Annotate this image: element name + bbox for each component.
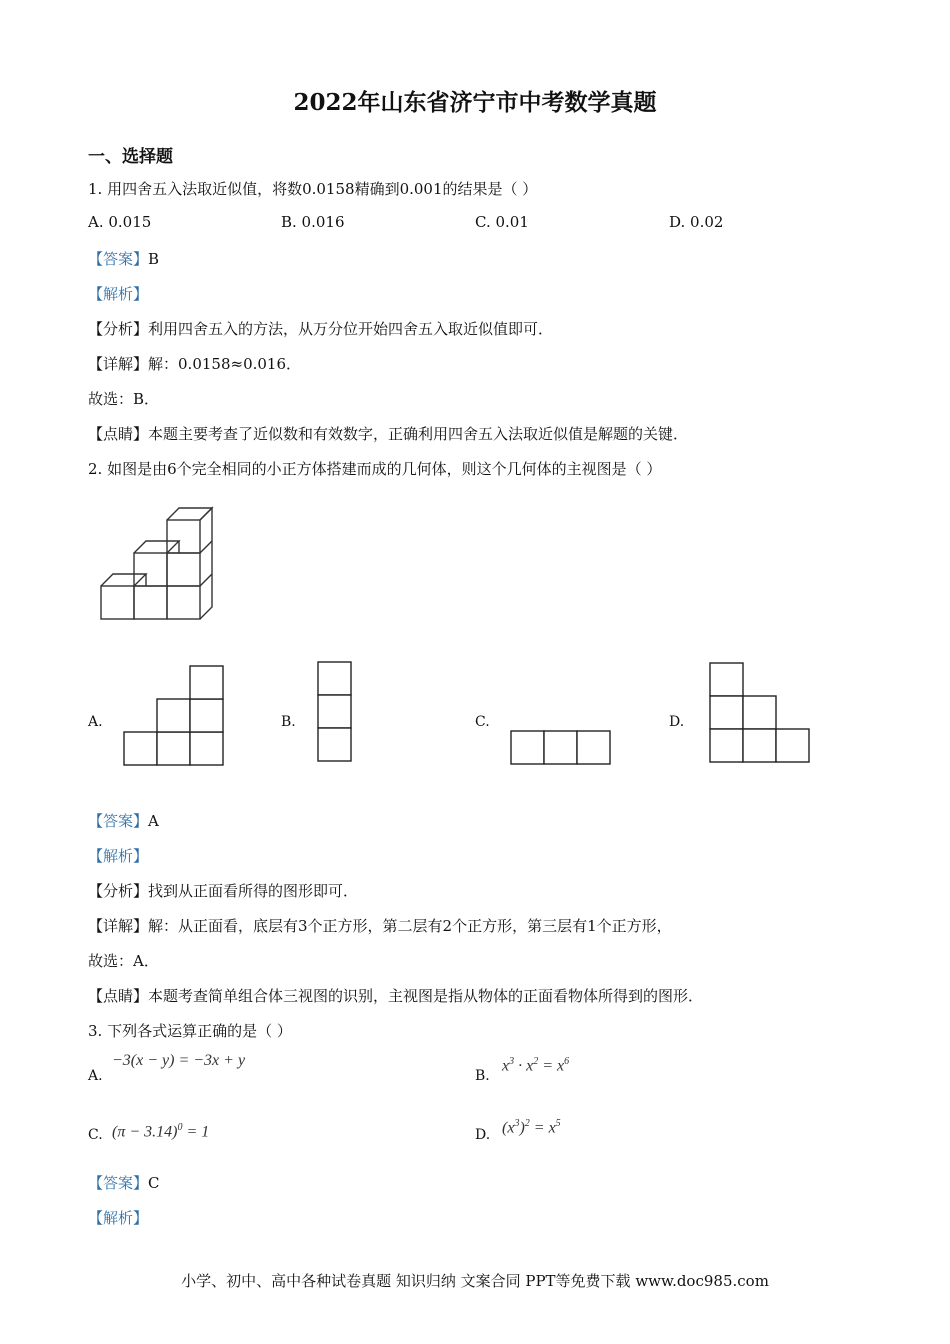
q2-option-b-figure <box>316 661 354 764</box>
q3-option-a-label: A. <box>88 1068 103 1084</box>
q3-option-c-formula: $(\pi - 3.14)^0 = 1$ <box>112 1122 210 1141</box>
q1-option-a: A. 0.015 <box>88 213 152 231</box>
q2-option-b-label: B. <box>281 714 296 730</box>
q1-conclusion: 故选：B． <box>88 390 160 408</box>
q1-option-c: C. 0.01 <box>475 213 529 231</box>
q2-option-d-label: D. <box>669 714 685 730</box>
q2-option-d-figure <box>708 662 811 765</box>
q3-answer: 【答案】C <box>88 1174 160 1192</box>
q2-stem: 2. 如图是由6个完全相同的小正方体搭建而成的几何体，则这个几何体的主视图是（ ） <box>88 460 662 478</box>
q2-analysis-tag: 【解析】 <box>88 847 149 865</box>
q2-solid-figure <box>95 498 225 624</box>
q1-xiangjie: 【详解】解：0.0158≈0.016． <box>88 355 302 373</box>
q2-option-a-figure <box>122 665 225 768</box>
q1-option-b: B. 0.016 <box>281 213 345 231</box>
q2-option-a-label: A. <box>88 714 103 730</box>
q2-option-c-figure <box>509 729 612 767</box>
q1-stem: 1. 用四舍五入法取近似值，将数0.0158精确到0.001的结果是（ ） <box>88 180 538 198</box>
section-heading: 一、选择题 <box>88 147 173 167</box>
q2-dianjing: 【点睛】本题考查简单组合体三视图的识别，主视图是指从物体的正面看物体所得到的图形． <box>88 987 704 1005</box>
q3-stem: 3. 下列各式运算正确的是（ ） <box>88 1022 292 1040</box>
q3-option-d-formula: $(x^3)^2 = x^5$ <box>502 1118 561 1137</box>
q3-option-d-label: D. <box>475 1127 491 1143</box>
q1-analysis-tag: 【解析】 <box>88 285 149 303</box>
q3-analysis-tag: 【解析】 <box>88 1209 149 1227</box>
q3-option-a-formula: −3(x − y) = −3x + y <box>112 1052 246 1069</box>
page-footer: 小学、初中、高中各种试卷真题 知识归纳 文案合同 PPT等免费下载 www.doc985.com <box>181 1272 769 1290</box>
q1-answer: 【答案】B <box>88 250 160 268</box>
q1-dianjing: 【点睛】本题主要考查了近似数和有效数字，正确利用四舍五入法取近似值是解题的关键． <box>88 425 689 443</box>
q3-option-c-label: C. <box>88 1127 103 1143</box>
q1-fenxi: 【分析】利用四舍五入的方法，从万分位开始四舍五入取近似值即可． <box>88 320 554 338</box>
page-title: 2022年山东省济宁市中考数学真题 <box>293 89 657 116</box>
q2-conclusion: 故选：A． <box>88 952 159 970</box>
q3-option-b-formula: $x^3 \cdot x^2 = x^6$ <box>502 1056 570 1075</box>
q2-answer: 【答案】A <box>88 812 159 830</box>
q2-option-c-label: C. <box>475 714 490 730</box>
q2-fenxi: 【分析】找到从正面看所得的图形即可． <box>88 882 359 900</box>
q2-xiangjie: 【详解】解：从正面看，底层有3个正方形，第二层有2个正方形，第三层有1个正方形， <box>88 917 672 935</box>
q1-option-d: D. 0.02 <box>669 213 724 231</box>
q3-option-b-label: B. <box>475 1068 490 1084</box>
